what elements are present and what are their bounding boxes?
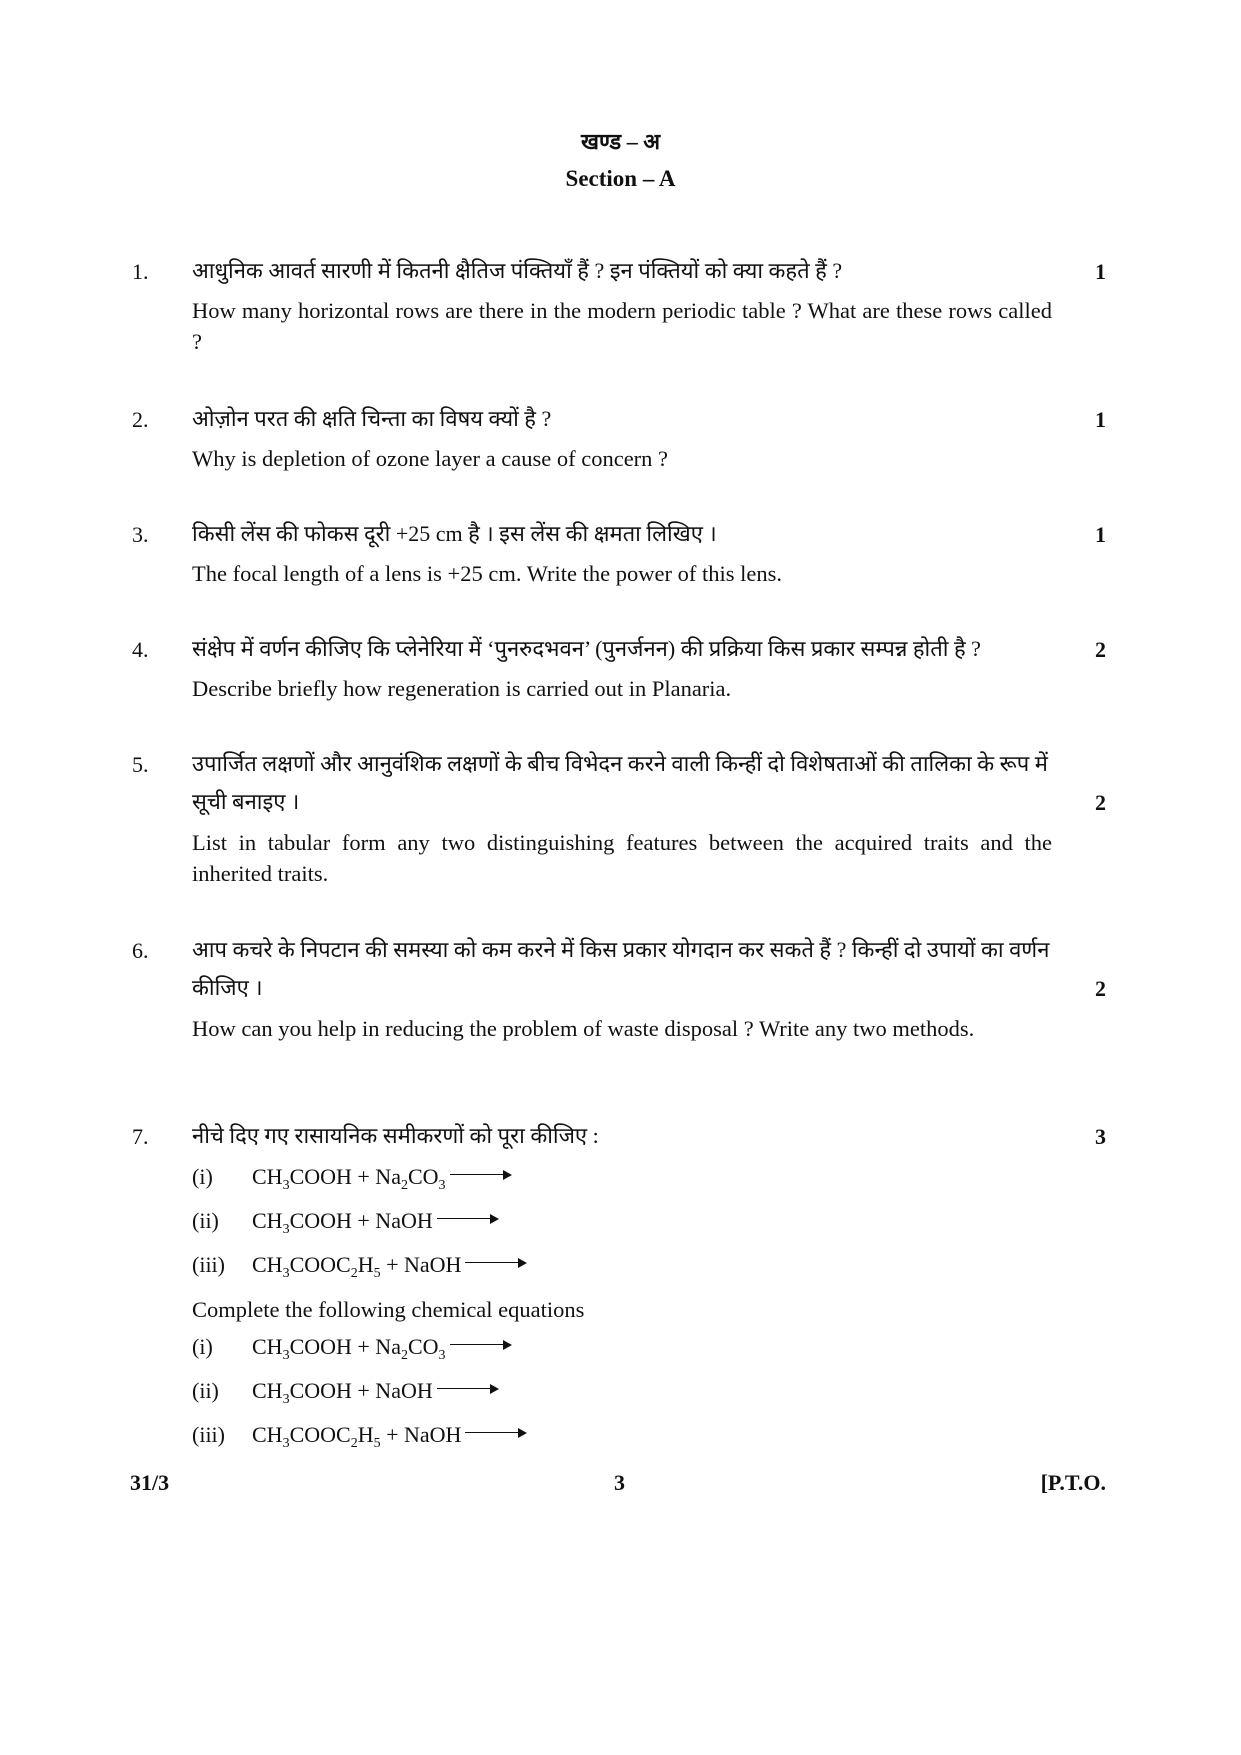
equation-ii: (ii) $CH_3COOH$ + NaOH <box>192 1378 499 1404</box>
equation-ii: (ii) $CH_3COOH$ + NaOH <box>192 1208 499 1234</box>
equation-i: (i) $CH_3COOH + Na_2CO_3$ <box>192 1334 512 1360</box>
equation-label: (ii) <box>192 1378 219 1403</box>
question-text-english: Describe briefly how regeneration is carried out in Planaria. <box>192 676 732 701</box>
arrow-icon <box>437 1214 499 1224</box>
arrow-icon <box>437 1384 499 1394</box>
question-text-english: Why is depletion of ozone layer a cause of concern ? <box>192 446 669 471</box>
question-text-english: How many horizontal rows are there in the modern periodic table ? What are these rows called ? <box>192 298 1052 354</box>
equation-label: (ii) <box>192 1208 219 1233</box>
question-text-english: Complete the following chemical equations <box>192 1297 585 1322</box>
question-text-english: The focal length of a lens is +25 cm. Write the power of this lens. <box>192 561 782 586</box>
equation-label: (i) <box>192 1164 213 1189</box>
equation-i: (i) $CH_3COOH + Na_2CO_3$ <box>192 1164 512 1190</box>
please-turn-over: [P.T.O. <box>1040 1470 1106 1495</box>
equation-label: (i) <box>192 1334 213 1359</box>
arrow-icon <box>450 1340 512 1350</box>
question-number: 3. <box>132 522 149 547</box>
arrow-icon <box>465 1428 527 1438</box>
arrow-icon <box>450 1170 512 1180</box>
page-number: 3 <box>614 1470 625 1495</box>
question-marks: 2 <box>1095 790 1106 815</box>
question-number: 5. <box>132 752 149 777</box>
question-text-hindi: आप कचरे के निपटान की समस्या को कम करने में किस प्रकार योगदान कर सकते हैं ? किन्हीं दो उपायों का वर्णन कीजिए । <box>192 937 1050 1000</box>
question-marks: 1 <box>1095 407 1106 432</box>
equation-label: (iii) <box>192 1422 225 1447</box>
equation-label: (iii) <box>192 1252 225 1277</box>
section-title-english: Section – A <box>565 166 676 191</box>
question-marks: 2 <box>1095 976 1106 1001</box>
question-text-hindi: उपार्जित लक्षणों और आनुवंशिक लक्षणों के बीच विभेदन करने वाली किन्हीं दो विशेषताओं की तालिका के रूप में सूची बनाइए । <box>192 751 1048 814</box>
question-text-english: List in tabular form any two distinguishing features between the acquired traits and the inherited traits. <box>192 830 1052 886</box>
question-text-hindi: किसी लेंस की फोकस दूरी +25 cm है । इस लेंस की क्षमता लिखिए । <box>192 521 717 546</box>
question-marks: 3 <box>1095 1124 1106 1149</box>
paper-code: 31/3 <box>130 1470 170 1495</box>
question-text-hindi: नीचे दिए गए रासायनिक समीकरणों को पूरा कीजिए : <box>192 1123 599 1148</box>
question-number: 1. <box>132 259 149 284</box>
section-title-hindi: खण्ड – अ <box>580 129 661 154</box>
question-text-hindi: संक्षेप में वर्णन कीजिए कि प्लेनेरिया में ‘पुनरुदभवन’ (पुनर्जनन) की प्रक्रिया किस प्रकार सम्पन्न होती है ? <box>192 636 981 661</box>
question-number: 6. <box>132 938 149 963</box>
question-number: 7. <box>132 1124 149 1149</box>
equation-iii: (iii) $CH_3COOC_2H_5$ + NaOH <box>192 1422 527 1448</box>
question-text-english: How can you help in reducing the problem of waste disposal ? Write any two methods. <box>192 1016 975 1041</box>
question-marks: 2 <box>1095 637 1106 662</box>
arrow-icon <box>465 1258 527 1268</box>
question-text-hindi: आधुनिक आवर्त सारणी में कितनी क्षैतिज पंक्तियाँ हैं ? इन पंक्तियों को क्या कहते हैं ? <box>192 258 843 283</box>
question-number: 4. <box>132 637 149 662</box>
question-marks: 1 <box>1095 522 1106 547</box>
question-number: 2. <box>132 407 149 432</box>
equation-iii: (iii) $CH_3COOC_2H_5$ + NaOH <box>192 1252 527 1278</box>
question-marks: 1 <box>1095 259 1106 284</box>
question-text-hindi: ओज़ोन परत की क्षति चिन्ता का विषय क्यों है ? <box>192 406 552 431</box>
